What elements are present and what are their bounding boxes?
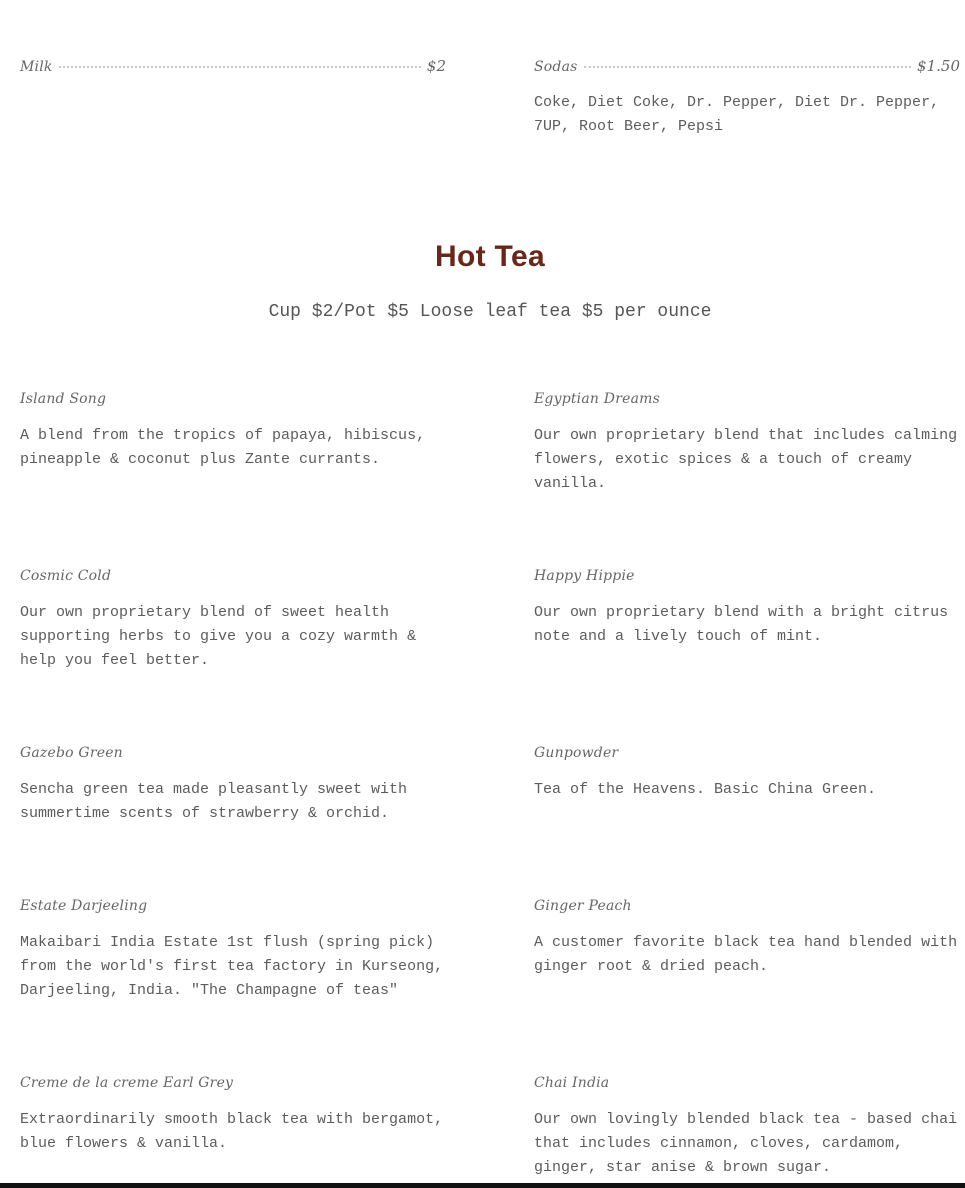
- tea-description: A customer favorite black tea hand blended with ginger root & dried peach.: [534, 934, 958, 975]
- sodas-description: Coke, Diet Coke, Dr. Pepper, Diet Dr. Pepper, 7UP, Root Beer, Pepsi: [534, 94, 940, 135]
- tea-description: Tea of the Heavens. Basic China Green.: [534, 781, 877, 798]
- price-leader: [584, 66, 912, 68]
- tea-item: [534, 742, 964, 802]
- section-title: Hot Tea: [435, 240, 545, 273]
- tea-description: Our own proprietary blend of sweet health supporting herbs to give you a cozy warmth & help you feel better.: [20, 604, 417, 669]
- tea-name: Chai India: [534, 1075, 610, 1091]
- tea-description: Our own proprietary blend that includes calming flowers, exotic spices & a touch of creamy vanilla.: [534, 427, 958, 492]
- tea-item: [20, 388, 460, 472]
- tea-description: Our own lovingly blended black tea - based chai that includes cinnamon, cloves, cardamom, ginger, star anise & brown sugar.: [534, 1111, 958, 1176]
- tea-item: [20, 742, 460, 826]
- tea-name: Cosmic Cold: [20, 568, 112, 584]
- bottom-divider: [0, 1183, 965, 1188]
- tea-item: [20, 1072, 460, 1156]
- tea-name: Island Song: [20, 391, 107, 407]
- sodas-name: Sodas: [534, 59, 578, 75]
- tea-name: Creme de la creme Earl Grey: [20, 1075, 234, 1091]
- tea-name: Happy Hippie: [534, 568, 635, 584]
- tea-description: A blend from the tropics of papaya, hibiscus, pineapple & coconut plus Zante currants.: [20, 427, 426, 468]
- price-leader: [59, 66, 421, 68]
- tea-name: Estate Darjeeling: [20, 898, 148, 914]
- tea-name: Gunpowder: [534, 745, 619, 761]
- tea-item: [20, 895, 460, 1003]
- tea-description: Extraordinarily smooth black tea with bergamot, blue flowers & vanilla.: [20, 1111, 444, 1152]
- tea-name: Ginger Peach: [534, 898, 632, 914]
- sodas-row: [534, 57, 960, 79]
- tea-name: Egyptian Dreams: [534, 391, 660, 407]
- tea-item: [534, 388, 964, 496]
- milk-name: Milk: [20, 59, 53, 75]
- milk-price: $2: [426, 57, 446, 75]
- tea-description: Sencha green tea made pleasantly sweet with summertime scents of strawberry & orchid.: [20, 781, 408, 822]
- tea-item: [534, 565, 964, 649]
- tea-description: Our own proprietary blend with a bright citrus note and a lively touch of mint.: [534, 604, 949, 645]
- tea-item: [534, 895, 964, 979]
- tea-name: Gazebo Green: [20, 745, 123, 761]
- tea-item: [20, 565, 460, 673]
- sodas-price: $1.50: [917, 57, 960, 75]
- tea-item: [534, 1072, 964, 1180]
- section-subtitle: Cup $2/Pot $5 Loose leaf tea $5 per ounce: [268, 302, 712, 322]
- milk-row: [20, 57, 446, 79]
- tea-description: Makaibari India Estate 1st flush (spring pick) from the world's first tea factory in Kurseong, Darjeeling, India. "The Champagne of teas": [20, 934, 444, 999]
